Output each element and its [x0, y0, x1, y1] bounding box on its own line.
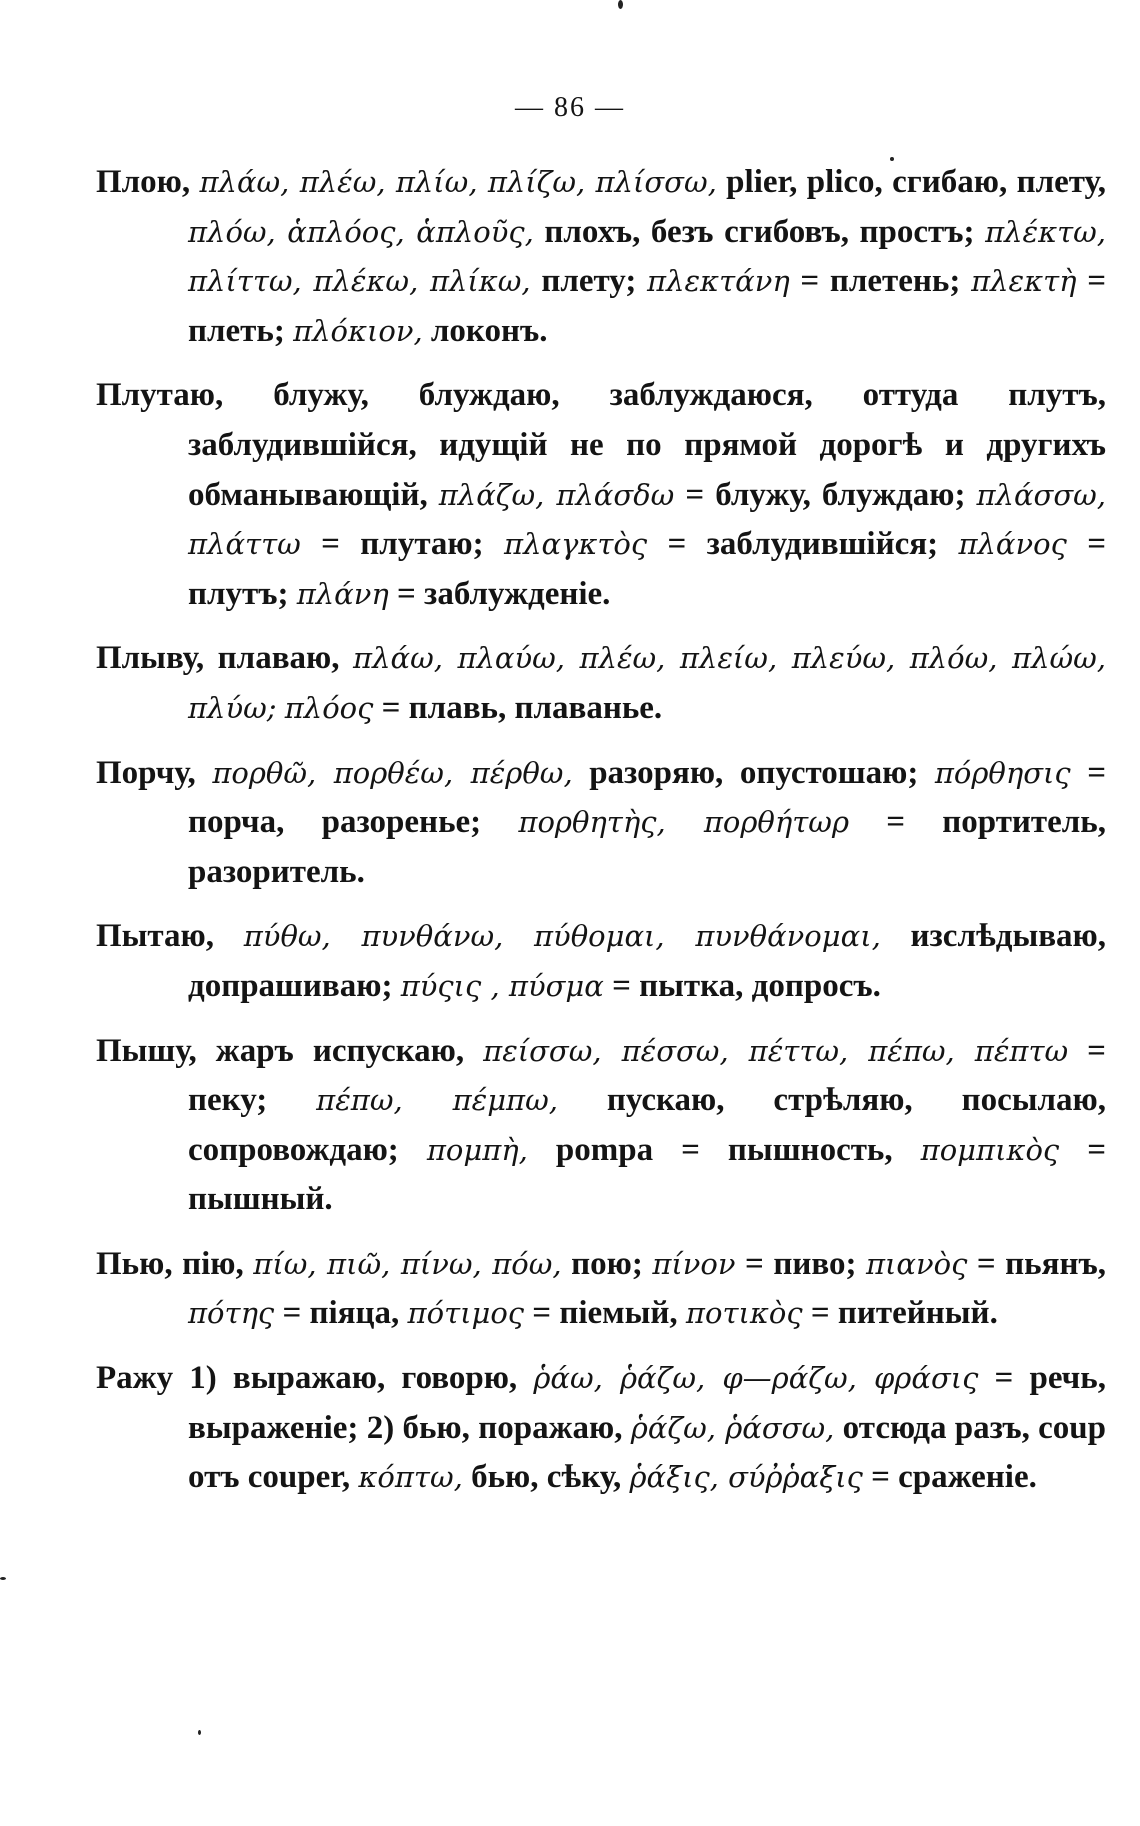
greek-form: πλάζω, πλάσδω — [438, 477, 675, 512]
entry-text: плету; — [530, 263, 648, 300]
entry-text: = порча, разоренье; — [188, 754, 1107, 841]
dictionary-entry — [96, 749, 1106, 898]
greek-form: πείσσω, πέσσω, πέττω, πέπω, πέπτω — [483, 1033, 1069, 1068]
entry-text: = питейный. — [802, 1295, 998, 1332]
entry-text: = пиво; — [735, 1245, 866, 1282]
greek-form: πέπω, πέμπω, — [316, 1083, 558, 1118]
greek-form: πότιμος — [407, 1296, 525, 1331]
entry-text: plier, plico, сгибаю, плету, — [716, 164, 1106, 200]
entry-text: пою; — [561, 1245, 653, 1282]
entry-text: pompa = пышность, — [527, 1131, 921, 1168]
greek-form: πορθητὴς, πορθήτωρ — [518, 805, 850, 840]
dictionary-entry — [96, 158, 1106, 356]
entry-text: = заблудившійся; — [647, 526, 959, 563]
greek-form: πλόος — [284, 690, 374, 725]
entry-text: 1) выражаю, говорю, — [173, 1360, 534, 1397]
greek-form: κόπτω, — [358, 1460, 463, 1495]
entry-text: изслѣдываю, допрашиваю; — [188, 918, 1107, 1004]
entry-text: плохъ, безъ сгибовъ, простъ; — [533, 213, 986, 250]
greek-form: ῥάω, ῥάζω, φ—ράζω, φράσις — [533, 1361, 979, 1396]
entry-headword: Плою — [96, 164, 182, 200]
entry-text: = піяца, — [274, 1295, 408, 1332]
entry-headword: Порчу — [96, 754, 188, 791]
entry-text: = плутаю; — [300, 526, 505, 563]
print-speck — [618, 0, 623, 9]
entry-text: = сраженіе. — [862, 1459, 1037, 1496]
dictionary-entry — [96, 371, 1106, 619]
greek-form: πίνον — [652, 1246, 736, 1281]
entry-text: = пытка, допросъ. — [603, 967, 881, 1004]
greek-form: πλαγκτὸς — [504, 527, 648, 562]
greek-form: πόρθησις — [934, 755, 1071, 790]
entry-text: , пію, — [164, 1245, 254, 1282]
entry-text: бью, сѣку, — [462, 1459, 630, 1496]
greek-form: πλάσσω, πλάττω — [188, 477, 1106, 562]
entry-headword: Пышу — [96, 1032, 189, 1069]
entry-text: пускаю, стрѣляю, посылаю, сопровождаю; — [188, 1082, 1106, 1168]
entry-text: , — [181, 164, 200, 200]
greek-form: πλάνος — [958, 527, 1067, 562]
entry-text: = плетень; — [789, 263, 972, 300]
greek-form: πλόω, ἁπλόος, ἁπλοῦς, — [188, 214, 534, 249]
greek-form: πύθω, πυνθάνω, πύθομαι, πυνθάνομαι, — [243, 919, 881, 954]
page-number: — 86 — — [515, 92, 625, 123]
entry-headword: Пытаю — [96, 918, 206, 955]
greek-form: πύςις , πύσμα — [400, 968, 604, 1003]
dictionary-entry — [96, 1027, 1106, 1225]
entry-text: , блужу, блуждаю, заблуждаюся, оттуда плутъ, заблудившійся, идущій не по прямой дорогѣ и другихъ обманывающій, — [188, 377, 1106, 513]
greek-form: πλόκιον, — [293, 313, 423, 348]
greek-form: πλάω, πλαύω, πλέω, πλείω, πλεύω, πλόω, πλώω, πλύω; — [188, 641, 1106, 725]
dictionary-entry — [96, 1354, 1106, 1503]
greek-form: πομπὴ, — [426, 1132, 528, 1167]
entry-text: разоряю, опустошаю; — [572, 754, 935, 791]
entry-text — [277, 690, 285, 726]
entry-text: , — [205, 918, 244, 955]
greek-form: ῥάζω, ῥάσσω, — [630, 1410, 835, 1445]
entry-text: = плавь, плаванье. — [373, 689, 663, 726]
greek-form: πλάω, πλέω, πλίω, πλίζω, πλίσσω, — [199, 165, 717, 199]
entry-text: = плутъ; — [188, 526, 1106, 612]
dictionary-entry — [96, 1240, 1106, 1339]
entry-text: = пьянъ, — [967, 1245, 1106, 1282]
greek-form: πιανὸς — [865, 1246, 968, 1281]
entry-text: = заблужденіе. — [388, 575, 611, 612]
dictionary-entry — [96, 912, 1106, 1011]
greek-form: πλάνη — [296, 576, 389, 611]
greek-form: ποτικὸς — [685, 1296, 803, 1331]
greek-form: ῥάξις, σύῤῥαξις — [629, 1460, 863, 1495]
greek-form: πότης — [188, 1296, 275, 1331]
greek-form: πίω, πιῶ, πίνω, πόω, — [253, 1246, 562, 1281]
entry-text: = пеку; — [188, 1032, 1106, 1119]
dictionary-entry — [96, 634, 1106, 733]
entry-text: отсюда разъ, coup отъ couper, — [188, 1409, 1106, 1496]
greek-form: πλεκτὴ — [971, 264, 1077, 299]
entry-headword: Плутаю — [96, 377, 216, 414]
greek-form: πομπικὸς — [920, 1132, 1060, 1167]
print-speck — [198, 1730, 201, 1735]
greek-form: πλεκτάνη — [647, 264, 790, 299]
entry-headword: Ражу — [96, 1360, 174, 1397]
entry-text: = блужу, блуждаю; — [674, 476, 977, 513]
entry-text: , плаваю, — [195, 640, 354, 677]
print-speck — [890, 157, 894, 161]
entry-text: = пышный. — [188, 1131, 1106, 1218]
greek-form: πλέκτω, πλίττω, πλέκω, πλίκω, — [188, 214, 1106, 299]
entry-text: = плеть; — [188, 263, 1106, 349]
dictionary-entries — [96, 158, 1106, 1503]
entry-text: локонъ. — [422, 312, 548, 349]
entry-text: = портитель, разоритель. — [188, 804, 1107, 890]
entry-text: , — [187, 754, 213, 791]
entry-text: = речь, выраженіе; 2) бью, поражаю, — [188, 1360, 1106, 1446]
entry-headword: Пью — [96, 1245, 165, 1282]
print-speck — [0, 1577, 6, 1580]
entry-text: = піемый, — [524, 1295, 686, 1332]
entry-text: , жаръ испускаю, — [188, 1032, 484, 1069]
entry-headword: Плыву — [96, 640, 196, 677]
greek-form: πορθῶ, πορθέω, πέρθω, — [212, 755, 573, 790]
